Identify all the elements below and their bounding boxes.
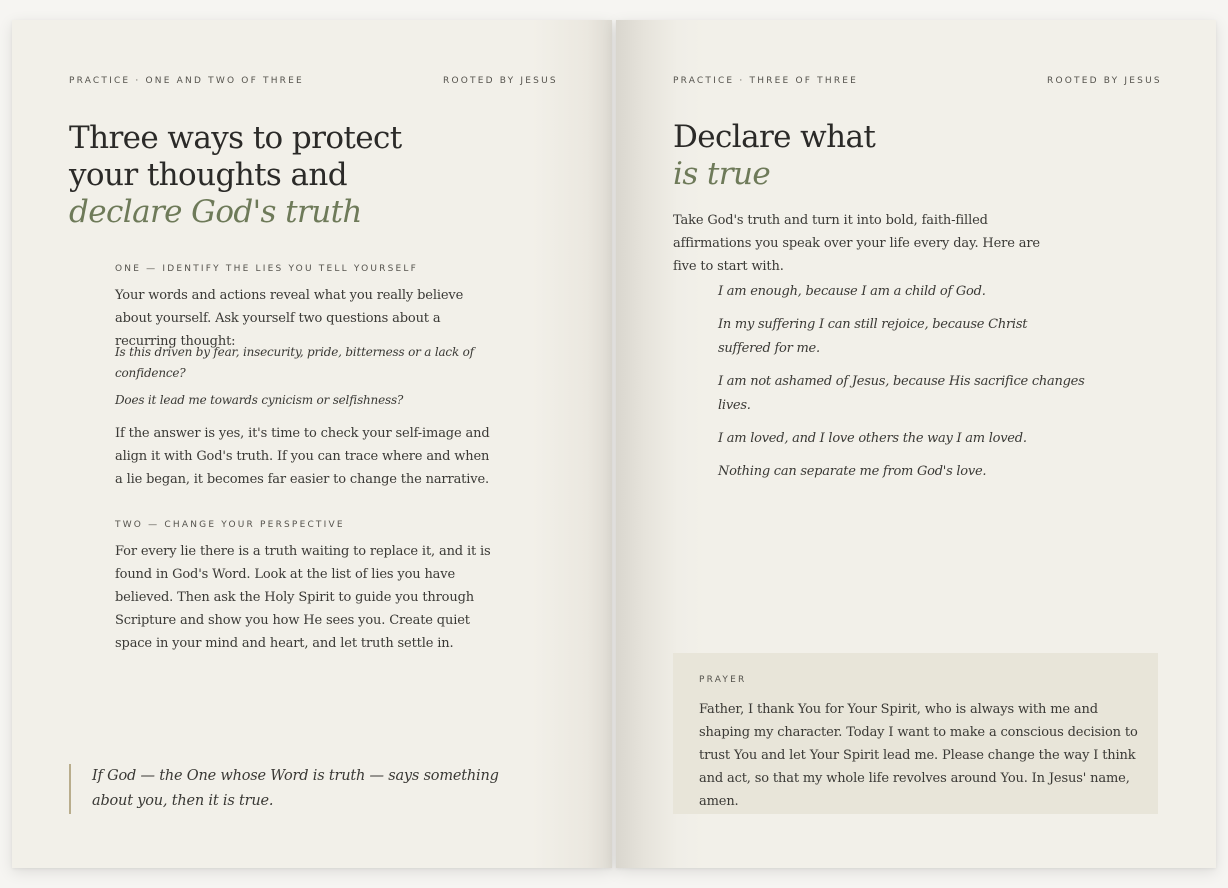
page-title-accent: is true xyxy=(673,156,771,192)
affirmation-item: Nothing can separate me from God's love. xyxy=(718,464,987,479)
page-title xyxy=(673,119,1073,193)
running-head-section: PRACTICE · THREE OF THREE xyxy=(673,76,859,86)
prayer-text: Father, I thank You for Your Spirit, who is always with me and shaping my character. Today I want to make a conscious decision to trust You and let Your Spirit lead me. Please change the way I think and act, so that my whole life revolves around You. In Jesus' name, amen. xyxy=(699,702,1138,809)
right-page xyxy=(616,20,1216,868)
prayer-label: PRAYER xyxy=(699,675,747,685)
pull-quote-text: If God — the One whose Word is truth — says something about you, then it is true. xyxy=(92,768,499,809)
page-title-plain: Three ways to protect your thoughts and xyxy=(69,120,402,193)
section-one-intro: Your words and actions reveal what you really believe about yourself. Ask yourself two questions about a recurring thought: xyxy=(115,288,464,349)
section-two-label: TWO — CHANGE YOUR PERSPECTIVE xyxy=(115,520,345,530)
section-two-body: For every lie there is a truth waiting to replace it, and it is found in God's Word. Look at the list of lies you have believed. Then ask the Holy Spirit to guide you through Scripture and show you how He sees you. Create quiet space in your mind and heart, and let truth settle in. xyxy=(115,544,491,651)
affirmation-item: I am loved, and I love others the way I am loved. xyxy=(718,431,1027,446)
running-head-section: PRACTICE · ONE AND TWO OF THREE xyxy=(69,76,304,86)
left-page xyxy=(12,20,612,868)
section-one-label: ONE — IDENTIFY THE LIES YOU TELL YOURSELF xyxy=(115,264,418,274)
section-one-follow-up: If the answer is yes, it's time to check your self-image and align it with God's truth. If you can trace where and when a lie began, it becomes far easier to change the narrative. xyxy=(115,426,490,487)
pull-quote xyxy=(69,764,512,814)
running-head-book-title: ROOTED BY JESUS xyxy=(1047,76,1162,86)
prayer-box xyxy=(673,653,1158,814)
affirmation-item: In my suffering I can still rejoice, because Christ suffered for me. xyxy=(718,317,1028,356)
affirmation-list xyxy=(718,280,1108,493)
page-title-plain: Declare what xyxy=(673,119,876,155)
affirmation-item: I am enough, because I am a child of God. xyxy=(718,284,986,299)
affirmation-item: I am not ashamed of Jesus, because His sacrifice changes lives. xyxy=(718,374,1085,413)
section-one-question-2: Does it lead me towards cynicism or selfishness? xyxy=(115,393,404,407)
page-title-accent: declare God's truth xyxy=(69,194,362,230)
running-head-book-title: ROOTED BY JESUS xyxy=(443,76,558,86)
intro-paragraph: Take God's truth and turn it into bold, faith-filled affirmations you speak over your life every day. Here are five to start with. xyxy=(673,213,1040,274)
page-title xyxy=(69,120,469,231)
section-one-question-1: Is this driven by fear, insecurity, pride, bitterness or a lack of confidence? xyxy=(115,345,474,380)
